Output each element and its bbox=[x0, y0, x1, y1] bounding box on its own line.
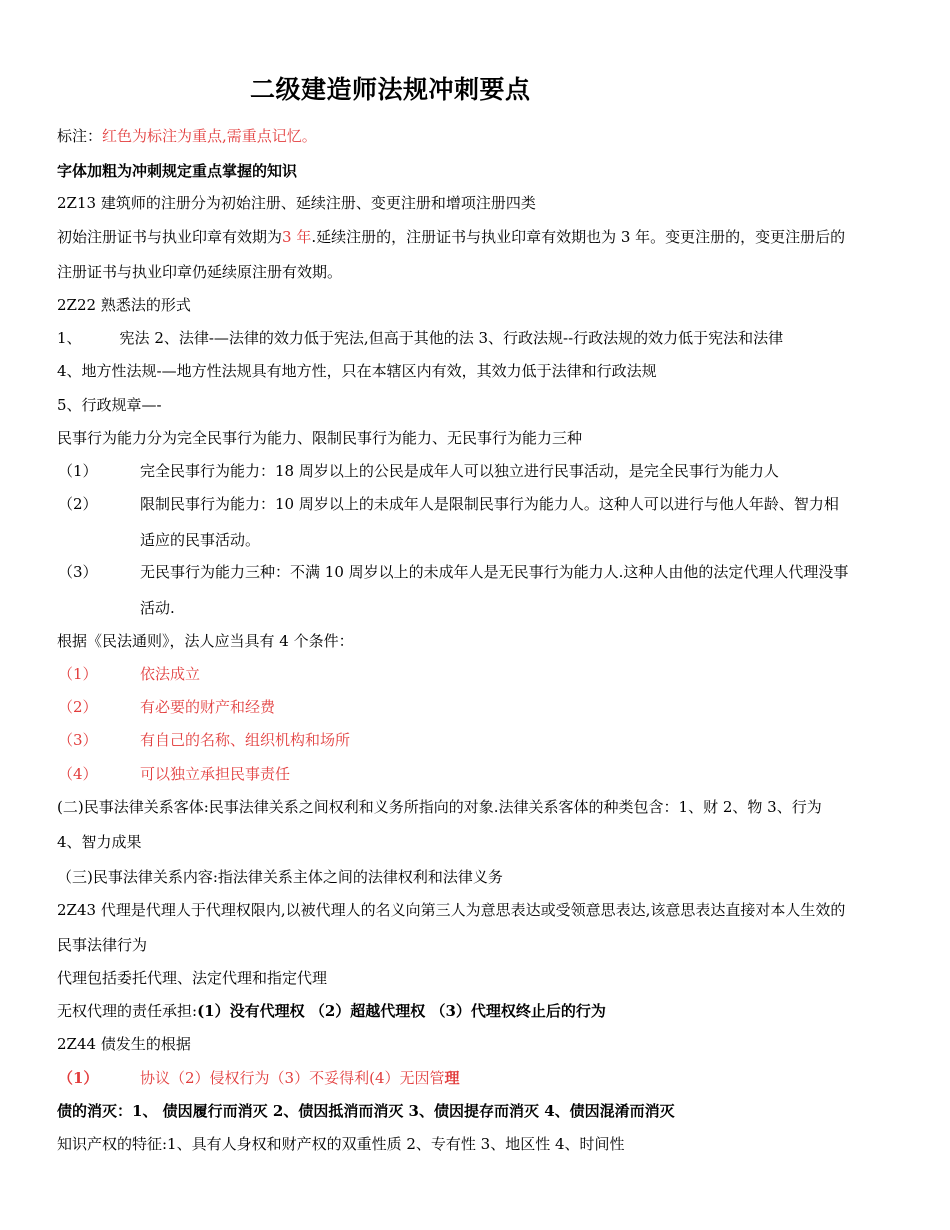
paragraph-2z43: 2Z43 代理是代理人于代理权限内,以被代理人的名义向第三人为意思表达或受领意思表达,该意思表达直接对本人生效的 bbox=[57, 901, 846, 919]
paragraph-2z13: 2Z13 建筑师的注册分为初始注册、延续注册、变更注册和增项注册四类 bbox=[57, 194, 536, 212]
paragraph-unauthorized-agency bbox=[57, 1001, 606, 1021]
law-form-line-5: 5、行政规章—- bbox=[57, 396, 162, 414]
law-form-text: 宪法 2、法律-—法律的效力低于宪法,但高于其他的法 3、行政法规--行政法规的效力低于宪法和法律 bbox=[119, 329, 784, 347]
list-item: 有自己的名称、组织机构和场所 bbox=[140, 731, 351, 749]
paragraph-debt-extinction: 债的消灭：1、 债因履行而消灭 2、债因抵消而消灭 3、债因提存而消灭 4、债因混淆而消灭 bbox=[57, 1102, 675, 1120]
law-form-line-4: 4、地方性法规-—地方性法规具有地方性，只在本辖区内有效，其效力低于法律和行政法规 bbox=[57, 362, 657, 380]
list-item-cont: 活动. bbox=[140, 599, 175, 617]
highlight-3-years: 3 年 bbox=[282, 228, 312, 246]
law-form-number: 1、 bbox=[57, 329, 82, 347]
list-item: 限制民事行为能力：10 周岁以上的未成年人是限制民事行为能力人。这种人可以进行与他人年龄、智力相 bbox=[140, 495, 839, 513]
paragraph-initial-registration bbox=[57, 227, 845, 247]
page-title: 二级建造师法规冲刺要点 bbox=[250, 75, 531, 104]
law-form-line-1 bbox=[57, 328, 783, 348]
paragraph-initial-registration-cont: 注册证书与执业印章仍延续原注册有效期。 bbox=[57, 263, 343, 281]
initial-registration-text-cont: .延续注册的，注册证书与执业印章有效期也为 3 年。变更注册的，变更注册后的 bbox=[311, 228, 846, 246]
list-item: 完全民事行为能力：18 周岁以上的公民是成年人可以独立进行民事活动，是完全民事行为能力人 bbox=[140, 462, 779, 480]
list-item-number: （3） bbox=[58, 563, 98, 581]
list-item-number: （2） bbox=[58, 495, 98, 513]
list-item-number: （2） bbox=[58, 698, 98, 716]
paragraph-object-cont: 4、智力成果 bbox=[57, 833, 142, 851]
paragraph-ip: 知识产权的特征:1、具有人身权和财产权的双重性质 2、专有性 3、地区性 4、时间性 bbox=[57, 1135, 625, 1153]
paragraph-agency-types: 代理包括委托代理、法定代理和指定代理 bbox=[57, 969, 328, 987]
paragraph-2z43-cont: 民事法律行为 bbox=[57, 936, 148, 954]
unauthorized-items: (1）没有代理权 （2）超越代理权 （3）代理权终止后的行为 bbox=[197, 1002, 606, 1020]
list-item-number: （1） bbox=[58, 462, 98, 480]
list-item: 依法成立 bbox=[140, 665, 201, 683]
list-item bbox=[140, 1068, 460, 1088]
list-item-cont: 适应的民事活动。 bbox=[140, 531, 261, 549]
list-item-number: （3） bbox=[58, 731, 98, 749]
list-item: 可以独立承担民事责任 bbox=[140, 765, 291, 783]
list-item: 有必要的财产和经费 bbox=[140, 698, 276, 716]
civil-capacity-intro: 民事行为能力分为完全民事行为能力、限制民事行为能力、无民事行为能力三种 bbox=[57, 429, 583, 447]
paragraph-2z22: 2Z22 熟悉法的形式 bbox=[57, 296, 191, 314]
paragraph-content: （三)民事法律关系内容:指法律关系主体之间的法律权利和法律义务 bbox=[57, 868, 503, 886]
note-text: 红色为标注为重点,需重点记忆。 bbox=[102, 127, 317, 145]
list-item-number: （4） bbox=[58, 765, 98, 783]
list-item: 无民事行为能力三种：不满 10 周岁以上的未成年人是无民事行为能力人.这种人由他的法定代理人代理没事 bbox=[140, 563, 849, 581]
list-item-number: （1） bbox=[58, 665, 98, 683]
bold-note: 字体加粗为冲刺规定重点掌握的知识 bbox=[57, 162, 298, 180]
initial-registration-text: 初始注册证书与执业印章有效期为 bbox=[57, 228, 283, 246]
note-line bbox=[57, 126, 317, 146]
debt-basis-text: 协议（2）侵权行为（3）不妥得利(4）无因管 bbox=[140, 1069, 445, 1087]
debt-basis-tail: 理 bbox=[444, 1069, 460, 1087]
paragraph-2z44: 2Z44 债发生的根据 bbox=[57, 1035, 191, 1053]
paragraph-object: (二)民事法律关系客体:民事法律关系之间权利和义务所指向的对象.法律关系客体的种类包含：1、财 2、物 3、行为 bbox=[57, 798, 822, 816]
note-label: 标注： bbox=[57, 127, 103, 145]
unauthorized-label: 无权代理的责任承担: bbox=[57, 1002, 198, 1020]
list-item-number: （1） bbox=[58, 1069, 99, 1087]
legal-person-intro: 根据《民法通则》，法人应当具有 4 个条件： bbox=[57, 632, 354, 650]
